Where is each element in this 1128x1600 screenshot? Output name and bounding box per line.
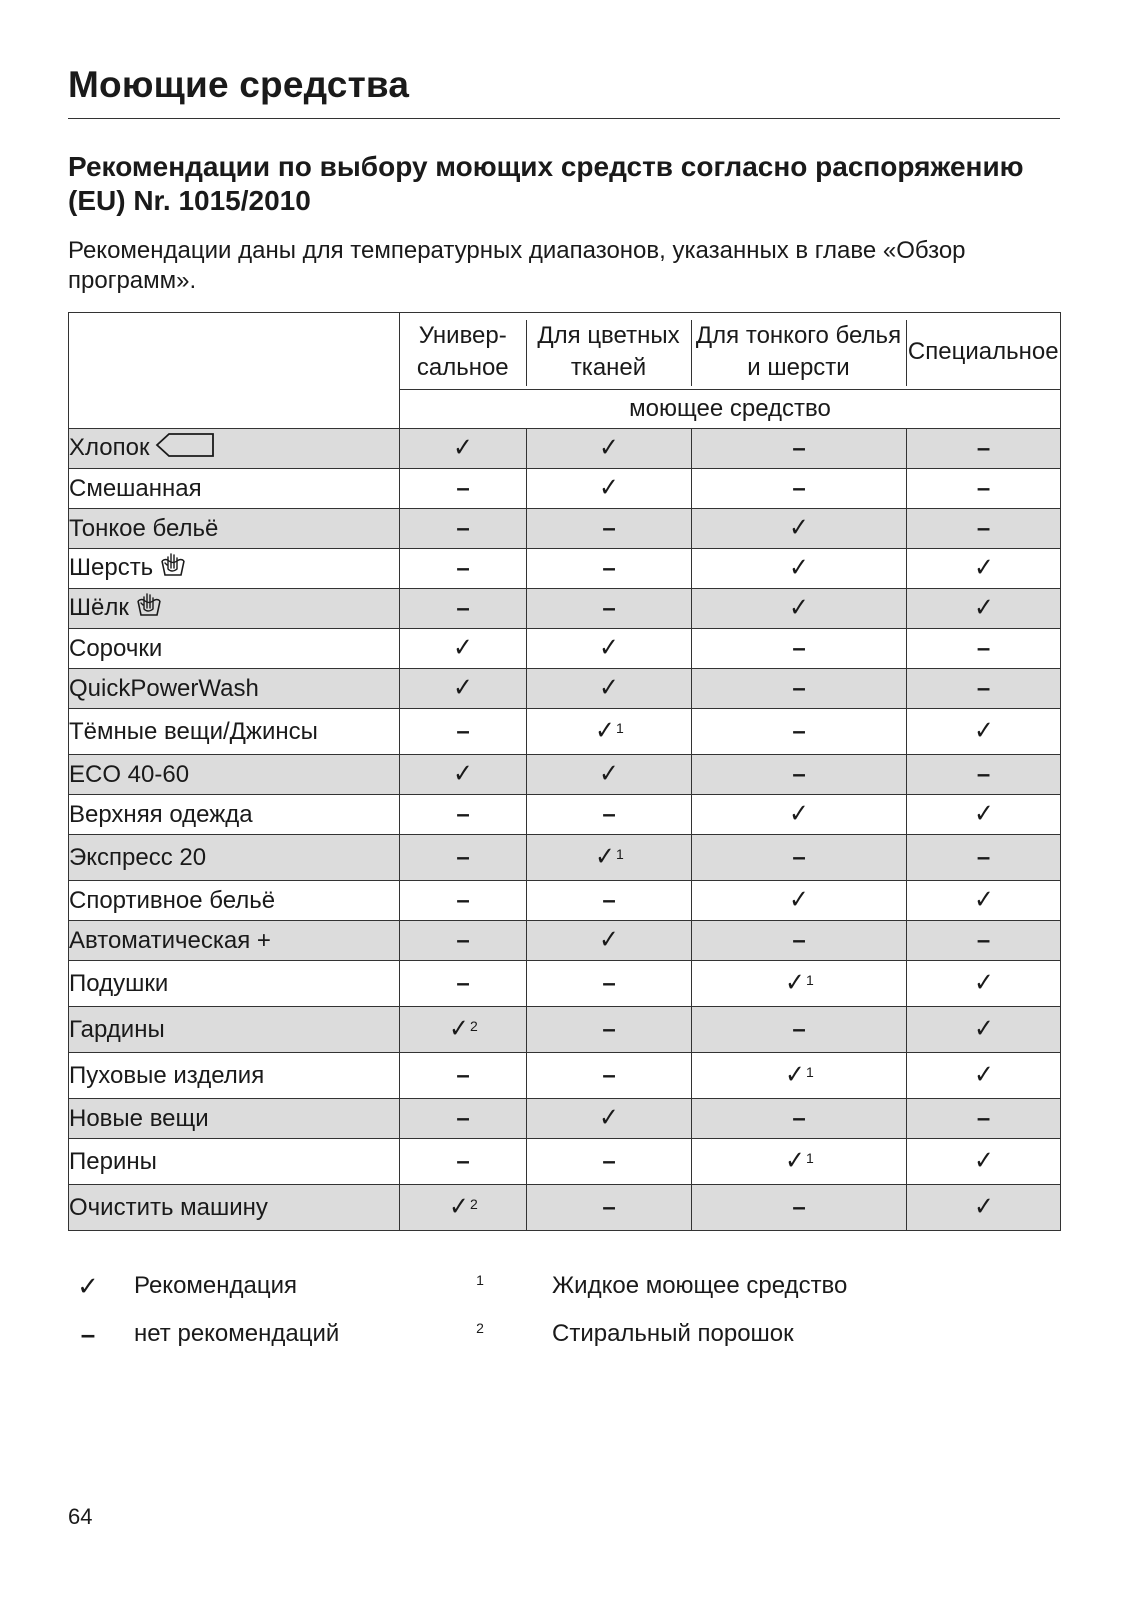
cell-universal [400,1185,527,1231]
dash-icon: – [602,594,616,622]
program-name: Очистить машину [69,1193,268,1221]
program-name-cell [69,1007,400,1053]
program-name-cell [69,881,400,921]
cell-color [527,881,692,921]
program-name-cell [69,1099,400,1139]
check-icon: ✓ [973,1191,994,1221]
footnote-mark: 1 [806,972,814,988]
cell-color [527,835,692,881]
check-icon: ✓ [785,1145,805,1175]
dash-icon: – [792,674,806,702]
cell-universal [400,469,527,509]
check-icon: ✓ [599,472,619,502]
table-row [69,469,1061,509]
check-icon: ✓ [973,967,994,997]
dash-icon: – [456,1147,470,1175]
footnote-mark: 2 [470,1196,478,1212]
dash-icon: – [792,634,806,662]
handwash-icon [135,591,163,626]
intro-paragraph: Рекомендации даны для температурных диапазонов, указанных в главе «Обзор программ». [68,237,966,294]
program-name: Пуховые изделия [69,1061,265,1089]
dash-icon: – [976,474,991,502]
footnote-mark: 1 [806,1064,814,1080]
program-name-cell [69,835,400,881]
dash-icon: – [456,717,470,745]
check-icon: ✓ [789,884,809,914]
program-name: Тёмные вещи/Джинсы [69,717,318,745]
cell-special [907,429,1061,469]
dash-icon: – [80,1319,96,1349]
cotton-program-icon [155,432,215,465]
program-name-cell [69,549,400,589]
cell-universal [400,1139,527,1185]
table-row [69,629,1061,669]
cell-delicate-wool [692,509,907,549]
program-name: Хлопок [69,433,150,461]
footnote-mark: 1 [616,720,624,736]
dash-icon: – [792,1015,806,1043]
cell-color [527,795,692,835]
program-name-cell [69,629,400,669]
table-row [69,509,1061,549]
check-icon: ✓ [453,632,473,662]
page-title: Моющие средства [68,64,410,105]
cell-color [527,961,692,1007]
dash-icon: – [456,1061,470,1089]
program-name-cell [69,509,400,549]
cell-universal [400,795,527,835]
table-row [69,669,1061,709]
program-name: Гардины [69,1015,165,1043]
table-row [69,1053,1061,1099]
check-icon: ✓ [973,715,994,745]
table-row [69,961,1061,1007]
check-icon: ✓ [453,758,473,788]
program-name-cell [69,1185,400,1231]
cell-special [907,795,1061,835]
title-divider [68,118,1060,119]
cell-delicate-wool [692,835,907,881]
dash-icon: – [792,843,806,871]
table-row [69,1185,1061,1231]
cell-universal [400,921,527,961]
footnote-1-text: Жидкое моющее средство [552,1272,848,1299]
cell-delicate-wool [692,755,907,795]
check-icon: ✓ [449,1191,469,1221]
cell-color [527,921,692,961]
program-name: Сорочки [69,634,163,662]
program-name: Новые вещи [69,1104,209,1132]
table-corner-cell [69,313,400,429]
check-icon: ✓ [599,924,619,954]
table-row [69,835,1061,881]
dash-icon: – [602,969,616,997]
legend-footnote-1 [468,1270,1058,1302]
cell-delicate-wool [692,1099,907,1139]
dash-icon: – [976,634,991,662]
cell-universal [400,429,527,469]
program-name-cell [69,669,400,709]
check-icon: ✓ [973,884,994,914]
cell-delicate-wool [692,921,907,961]
cell-color [527,589,692,629]
dash-icon: – [976,843,991,871]
dash-icon: – [976,1104,991,1132]
cell-special [907,921,1061,961]
check-icon: ✓ [785,967,805,997]
program-name-cell [69,469,400,509]
dash-icon: – [456,474,470,502]
cell-delicate-wool [692,1185,907,1231]
table-row [69,755,1061,795]
cell-delicate-wool [692,961,907,1007]
program-name: Смешанная [69,474,202,502]
table-row [69,1007,1061,1053]
check-icon: ✓ [77,1271,99,1301]
cell-universal [400,881,527,921]
page-number: 64 [68,1504,93,1529]
dash-icon: – [792,1193,806,1221]
check-icon: ✓ [599,672,619,702]
check-icon: ✓ [973,592,994,622]
cell-color [527,709,692,755]
dash-icon: – [456,969,470,997]
cell-special [907,881,1061,921]
dash-icon: – [602,1061,616,1089]
cell-special [907,629,1061,669]
cell-universal [400,1053,527,1099]
dash-icon: – [456,926,470,954]
cell-special [907,1099,1061,1139]
cell-special [907,509,1061,549]
legend-recommended-text: Рекомендация [134,1272,298,1299]
check-icon: ✓ [973,1145,994,1175]
section-heading: Рекомендации по выбору моющих средств согласно распоряжению (EU) Nr. 1015/2010 [68,151,1024,216]
footnote-mark: 1 [616,846,624,862]
cell-universal [400,669,527,709]
check-icon: ✓ [973,552,994,582]
table-row [69,921,1061,961]
dash-icon: – [456,1104,470,1132]
dash-icon: – [792,1104,806,1132]
table-row [69,589,1061,629]
cell-delicate-wool [692,549,907,589]
program-name-cell [69,961,400,1007]
detergent-recommendation-table [68,312,1061,1231]
cell-delicate-wool [692,881,907,921]
table-row [69,1099,1061,1139]
check-icon: ✓ [789,552,809,582]
program-name: ECO 40-60 [69,760,190,788]
column-header-color [527,313,692,390]
check-icon: ✓ [599,1102,619,1132]
dash-icon: – [602,886,616,914]
program-name-cell [69,1053,400,1099]
cell-special [907,961,1061,1007]
detergent-subheader: моющее средство [400,390,1061,429]
check-icon: ✓ [599,758,619,788]
legend-item-not-recommended [68,1318,468,1350]
cell-color [527,1053,692,1099]
table-row [69,1139,1061,1185]
legend-not-recommended-text: нет рекомендаций [134,1320,340,1347]
footnote-mark: 2 [470,1018,478,1034]
check-icon: ✓ [453,672,473,702]
cell-universal [400,961,527,1007]
program-name: Автоматическая + [69,926,271,954]
dash-icon: – [456,800,470,828]
column-header-row [69,313,1061,390]
cell-universal [400,549,527,589]
cell-universal [400,589,527,629]
column-header-label: Для цветных тканей [527,320,692,386]
dash-icon: – [792,474,806,502]
dash-icon: – [602,554,616,582]
cell-color [527,469,692,509]
dash-icon: – [792,717,806,745]
footnote-2-mark: 2 [476,1320,484,1336]
table-row [69,709,1061,755]
check-icon: ✓ [789,798,809,828]
program-name: Перины [69,1147,157,1175]
check-icon: ✓ [785,1059,805,1089]
cell-special [907,709,1061,755]
program-name: Спортивное бельё [69,886,276,914]
program-name: Подушки [69,969,169,997]
dash-icon: – [456,594,470,622]
dash-icon: – [976,434,991,462]
footnote-2-text: Стиральный порошок [552,1320,794,1347]
cell-color [527,755,692,795]
cell-special [907,669,1061,709]
program-name-cell [69,921,400,961]
check-icon: ✓ [453,432,473,462]
cell-special [907,755,1061,795]
cell-universal [400,709,527,755]
cell-delicate-wool [692,629,907,669]
legend-footnote-2 [468,1318,1058,1350]
cell-universal [400,1007,527,1053]
dash-icon: – [602,800,616,828]
check-icon: ✓ [973,798,994,828]
cell-special [907,1007,1061,1053]
cell-universal [400,629,527,669]
dash-icon: – [792,760,806,788]
dash-icon: – [976,674,991,702]
table-row [69,795,1061,835]
cell-special [907,469,1061,509]
dash-icon: – [602,1015,616,1043]
dash-icon: – [792,434,806,462]
dash-icon: – [456,554,470,582]
footnote-mark: 1 [806,1150,814,1166]
cell-color [527,629,692,669]
cell-color [527,669,692,709]
cell-delicate-wool [692,795,907,835]
program-name-cell [69,1139,400,1185]
program-name-cell [69,709,400,755]
column-header-universal [400,313,527,390]
column-header-label: Для тонкого белья и шерсти [692,320,907,386]
check-icon: ✓ [789,592,809,622]
cell-delicate-wool [692,469,907,509]
cell-delicate-wool [692,429,907,469]
cell-color [527,1185,692,1231]
cell-special [907,835,1061,881]
dash-icon: – [456,843,470,871]
cell-delicate-wool [692,669,907,709]
dash-icon: – [602,1193,616,1221]
check-icon: ✓ [973,1013,994,1043]
check-icon: ✓ [599,432,619,462]
program-name: Верхняя одежда [69,800,253,828]
cell-universal [400,1099,527,1139]
check-icon: ✓ [789,512,809,542]
cell-universal [400,755,527,795]
dash-icon: – [976,760,991,788]
dash-icon: – [976,514,991,542]
dash-icon: – [976,926,991,954]
dash-icon: – [456,886,470,914]
cell-special [907,1139,1061,1185]
cell-universal [400,509,527,549]
legend-item-recommended [68,1270,468,1302]
dash-icon: – [602,1147,616,1175]
cell-special [907,1053,1061,1099]
check-icon: ✓ [449,1013,469,1043]
check-icon: ✓ [595,841,615,871]
cell-color [527,1099,692,1139]
check-icon: ✓ [595,715,615,745]
cell-delicate-wool [692,589,907,629]
table-row [69,881,1061,921]
program-name: QuickPowerWash [69,674,259,702]
program-name: Экспресс 20 [69,843,207,871]
cell-delicate-wool [692,1139,907,1185]
column-header-label: Специальное [907,338,1059,365]
cell-universal [400,835,527,881]
cell-special [907,1185,1061,1231]
column-header-label: Универсальное [400,320,527,386]
column-header-delicate-wool [692,313,907,390]
cell-color [527,549,692,589]
handwash-icon [159,551,187,586]
cell-color [527,1139,692,1185]
check-icon: ✓ [599,632,619,662]
cell-color [527,509,692,549]
program-name-cell [69,795,400,835]
cell-delicate-wool [692,1053,907,1099]
dash-icon: – [456,514,470,542]
footnote-1-mark: 1 [476,1272,484,1288]
cell-special [907,589,1061,629]
program-name: Шёлк [69,593,129,621]
cell-color [527,429,692,469]
dash-icon: – [792,926,806,954]
table-row [69,429,1061,469]
check-icon: ✓ [973,1059,994,1089]
program-name: Тонкое бельё [69,514,219,542]
program-name-cell [69,429,400,469]
dash-icon: – [602,514,616,542]
table-row [69,549,1061,589]
cell-delicate-wool [692,709,907,755]
cell-delicate-wool [692,1007,907,1053]
cell-special [907,549,1061,589]
program-name-cell [69,589,400,629]
cell-color [527,1007,692,1053]
column-header-special [907,313,1061,390]
table-body [69,429,1061,1231]
program-name: Шерсть [69,553,154,581]
program-name-cell [69,755,400,795]
